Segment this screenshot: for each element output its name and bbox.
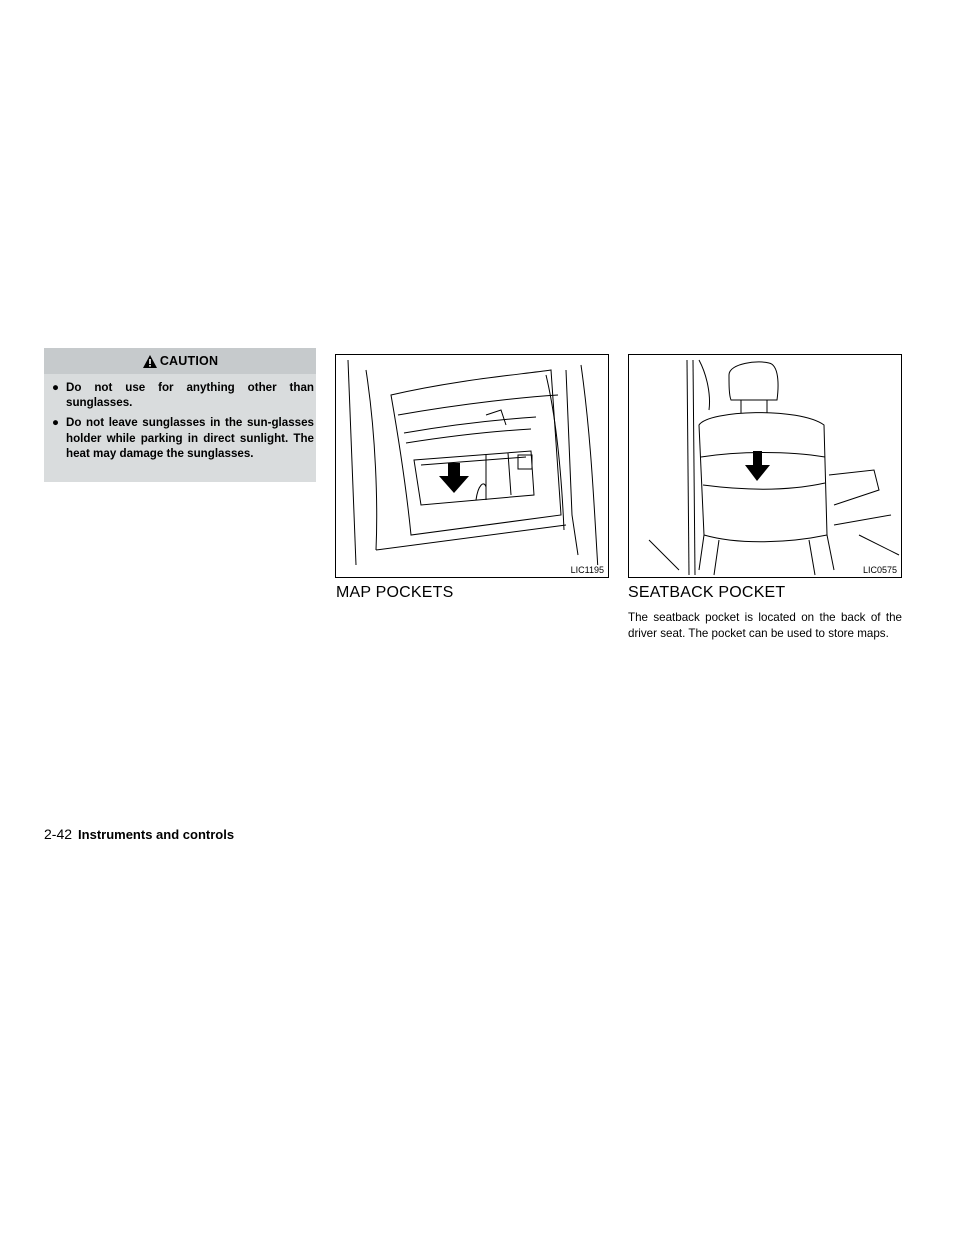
figure-label: LIC0575 [862, 565, 897, 575]
warning-triangle-icon [142, 354, 158, 369]
seatback-pocket-body: The seatback pocket is located on the back of the driver seat. The pocket can be used to store maps. [628, 611, 902, 640]
map-pocket-illustration [335, 354, 609, 578]
down-arrow-icon [439, 463, 469, 493]
down-arrow-icon [745, 451, 770, 481]
bullet: ● [52, 416, 60, 430]
page-footer [44, 826, 234, 842]
seatback-pocket-illustration [628, 354, 902, 578]
door-panel-drawing [336, 355, 609, 578]
caution-title: CAUTION [159, 354, 219, 368]
caution-box [44, 348, 316, 482]
map-pockets-heading: MAP POCKETS [336, 584, 454, 601]
caution-item: ● Do not use for anything other than sunglasses. [52, 381, 314, 410]
seat-drawing [629, 355, 902, 578]
page-number: 2-42 [44, 826, 73, 842]
caution-item: ● Do not leave sunglasses in the sun-glasses holder while parking in direct sunlight. The heat may damage the sunglasses. [52, 416, 314, 460]
seatback-pocket-heading: SEATBACK POCKET [628, 584, 786, 601]
caution-list [52, 380, 314, 466]
caution-header [44, 348, 316, 374]
footer-section-title: Instruments and controls [78, 827, 235, 842]
figure-label: LIC1195 [570, 565, 604, 575]
bullet: ● [52, 381, 60, 394]
